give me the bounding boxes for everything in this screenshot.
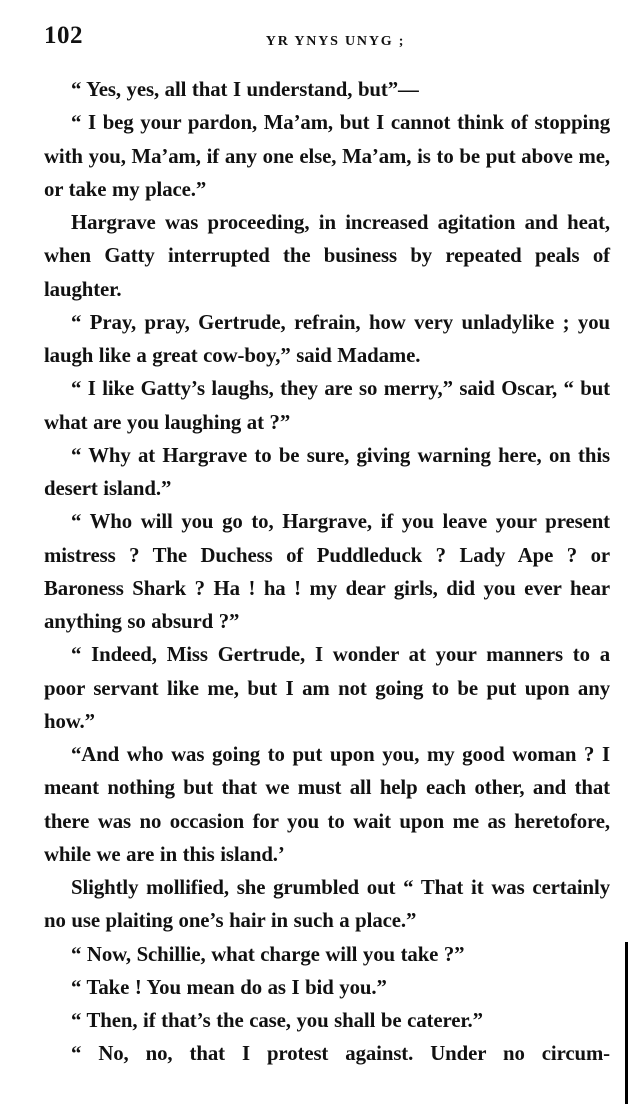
paragraph: “ I like Gatty’s laughs, they are so merry,” said Oscar, “ but what are you laughing at ?” [44,377,610,434]
paragraph: “ Indeed, Miss Gertrude, I wonder at your manners to a poor servant like me, but I am not going to be put upon any how.” [44,643,610,733]
paragraph: “ Who will you go to, Hargrave, if you leave your present mistress ? The Duchess of Puddleduck ? Lady Ape ? or Baroness Shark ? Ha ! ha ! my dear girls, did you ever hear anything so absurd ?” [44,510,610,633]
paragraph: “ I beg your pardon, Ma’am, but I cannot think of stopping with you, Ma’am, if any one else, Ma’am, is to be put above me, or take my place.” [44,111,610,201]
paragraph: Hargrave was proceeding, in increased agitation and heat, when Gatty interrupted the business by repeated peals of laughter. [44,211,610,301]
paragraph: “And who was going to put upon you, my good woman ? I meant nothing but that we must all help each other, and that there was no occasion for you to wait upon me as heretofore, while we are in this island.’ [44,743,610,866]
page-number: 102 [44,22,83,49]
page-header [44,22,609,56]
paragraph: “ Yes, yes, all that I understand, but”— [71,78,419,101]
body-text [44,73,610,1071]
paragraph: “ Why at Hargrave to be sure, giving warning here, on this desert island.” [44,443,610,500]
paragraph: “ No, no, that I protest against. Under no circum- [71,1042,610,1066]
paragraph: “ Pray, pray, Gertrude, refrain, how very unladylike ; you laugh like a great cow-boy,” said Madame. [44,310,610,367]
paragraph: “ Now, Schillie, what charge will you take ?” [71,942,465,966]
paragraph: “ Take ! You mean do as I bid you.” [71,975,387,999]
running-head: YR YNYS UNYG ; [265,34,406,49]
paragraph: “ Then, if that’s the case, you shall be caterer.” [71,1009,483,1032]
margin-rule [625,942,628,1104]
paragraph: Slightly mollified, she grumbled out “ That it was certainly no use plaiting one’s hair in such a place.” [44,876,610,933]
